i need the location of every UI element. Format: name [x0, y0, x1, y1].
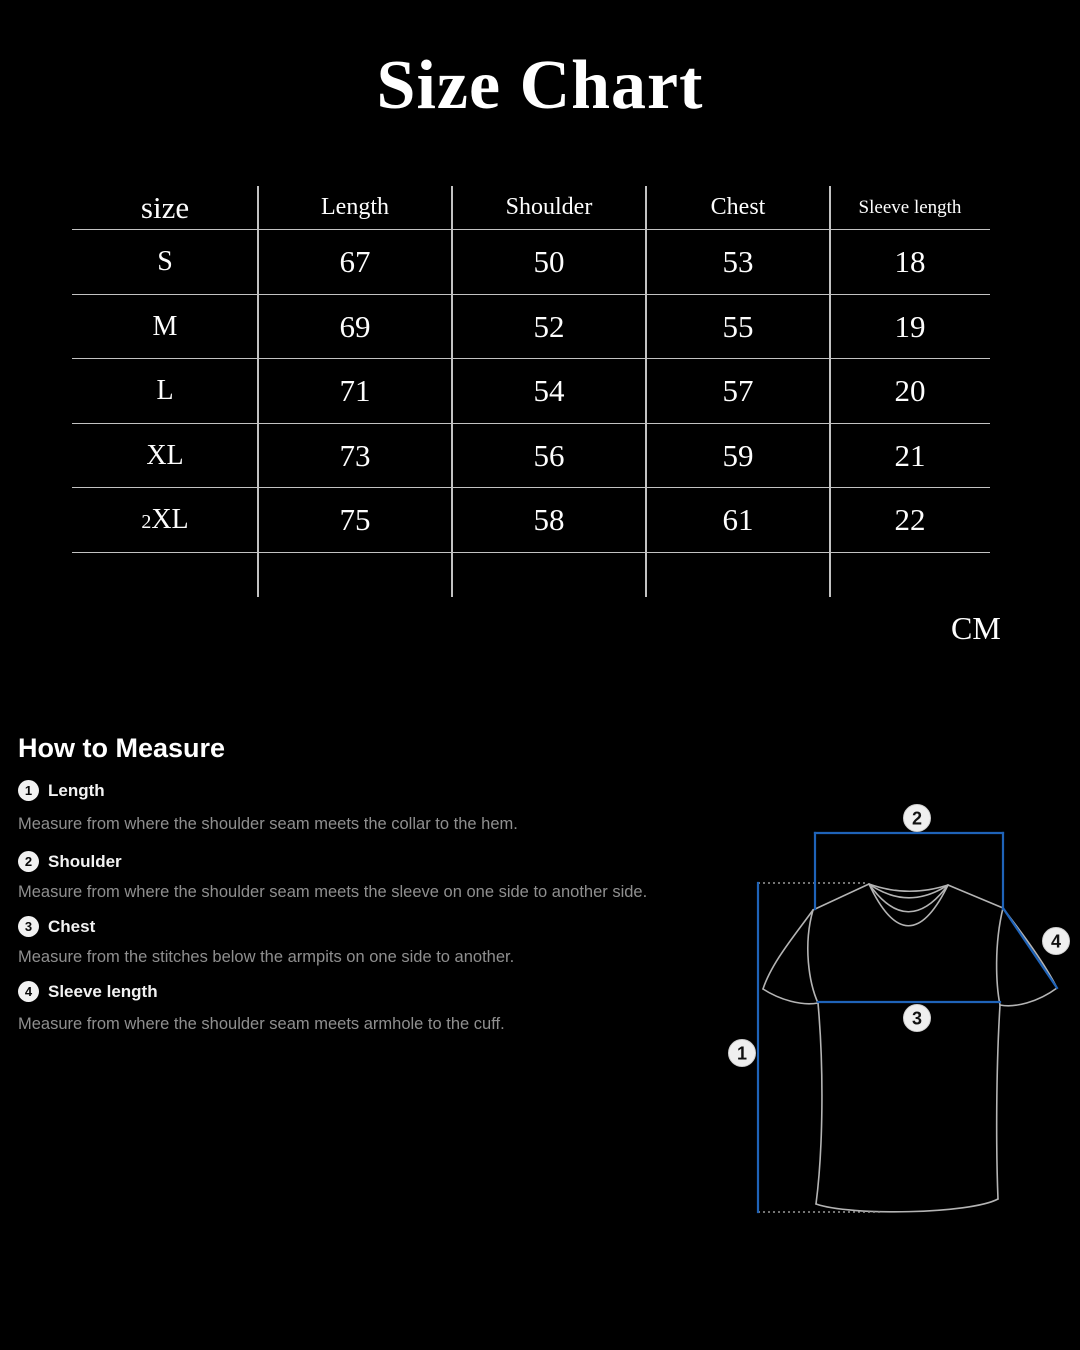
size-label: 2XL: [141, 504, 189, 536]
column-header-shoulder: Shoulder: [505, 194, 593, 220]
marker-3: [904, 1005, 931, 1032]
column-header-sleeve-length: Sleeve length: [858, 197, 962, 218]
size-value: 55: [722, 308, 754, 344]
measure-item: [18, 780, 105, 801]
table-divider: [451, 186, 453, 597]
left-sleeve-outer-edge: [763, 910, 813, 989]
unit-label: CM: [951, 610, 1001, 646]
size-value: 20: [894, 373, 926, 409]
size-label: S: [157, 246, 173, 278]
dotted-guides: [758, 883, 880, 1212]
table-row: [72, 488, 990, 553]
size-value: 73: [339, 437, 371, 473]
measure-number-badge: 2: [18, 851, 39, 872]
size-value: 75: [339, 502, 371, 538]
hem: [816, 1199, 998, 1212]
left-sleeve-cuff: [763, 989, 818, 1004]
size-table: [72, 186, 990, 553]
measure-description: Measure from where the shoulder seam meets the collar to the hem.: [18, 815, 518, 833]
table-row: [72, 424, 990, 489]
right-armhole-seam: [997, 908, 1003, 1005]
size-value: 59: [722, 437, 754, 473]
size-value: 54: [533, 373, 565, 409]
tshirt-measure-diagram: [720, 780, 1080, 1250]
size-value: 21: [894, 437, 926, 473]
marker-1: [729, 1040, 756, 1067]
column-header-length: Length: [321, 194, 389, 220]
size-table-body: [72, 230, 990, 553]
marker-number: 4: [1050, 931, 1062, 952]
table-row: [72, 359, 990, 424]
table-row: [72, 230, 990, 295]
table-divider: [257, 186, 259, 597]
size-value: 18: [894, 244, 926, 280]
column-header-size: size: [140, 190, 190, 225]
right-shoulder-seam: [948, 885, 1003, 908]
size-label: M: [152, 310, 178, 342]
measure-label: Shoulder: [48, 851, 122, 871]
size-value: 53: [722, 244, 754, 280]
page-title: Size Chart: [376, 47, 704, 124]
table-divider: [829, 186, 831, 597]
right-sleeve-cuff: [1000, 988, 1057, 1006]
marker-2: [904, 805, 931, 832]
measure-label: Chest: [48, 916, 96, 936]
size-value: 58: [533, 502, 565, 538]
size-value: 52: [533, 308, 565, 344]
size-value: 71: [339, 373, 371, 409]
left-shoulder-seam: [813, 884, 869, 910]
diagram-markers: [729, 805, 1070, 1067]
measure-number-badge: 4: [18, 981, 39, 1002]
tshirt-outline: [763, 884, 1057, 1212]
size-label: XL: [146, 439, 184, 471]
size-value: 57: [722, 373, 754, 409]
measure-description: Measure from where the shoulder seam meets the sleeve on one side to another side.: [18, 883, 648, 901]
measure-item: [18, 851, 122, 872]
left-body-side: [816, 1003, 822, 1204]
column-header-chest: Chest: [710, 194, 766, 220]
size-value: 22: [894, 502, 926, 538]
size-label: L: [156, 375, 174, 407]
section-heading: How to Measure: [18, 733, 226, 763]
measure-item: [18, 916, 95, 937]
marker-number: 1: [736, 1043, 748, 1064]
table-row: [72, 295, 990, 360]
size-value: 67: [339, 244, 371, 280]
measure-number-badge: 1: [18, 780, 39, 801]
marker-number: 2: [911, 808, 923, 829]
left-armhole-seam: [808, 910, 818, 1003]
size-value: 19: [894, 308, 926, 344]
marker-4: [1043, 928, 1070, 955]
measure-label: Length: [48, 780, 105, 800]
measure-description: Measure from where the shoulder seam meets armhole to the cuff.: [18, 1015, 505, 1033]
size-value: 56: [533, 437, 565, 473]
measure-item: [18, 981, 158, 1002]
size-value: 61: [722, 502, 754, 538]
table-header-row: [72, 186, 990, 230]
measure-number-badge: 3: [18, 916, 39, 937]
measure-label: Sleeve length: [48, 981, 158, 1001]
size-value: 69: [339, 308, 371, 344]
measure-description: Measure from the stitches below the armpits on one side to another.: [18, 948, 515, 966]
how-to-measure-section: [18, 733, 718, 1053]
table-divider: [645, 186, 647, 597]
size-value: 50: [533, 244, 565, 280]
right-body-side: [997, 1005, 1000, 1199]
marker-number: 3: [911, 1008, 923, 1029]
